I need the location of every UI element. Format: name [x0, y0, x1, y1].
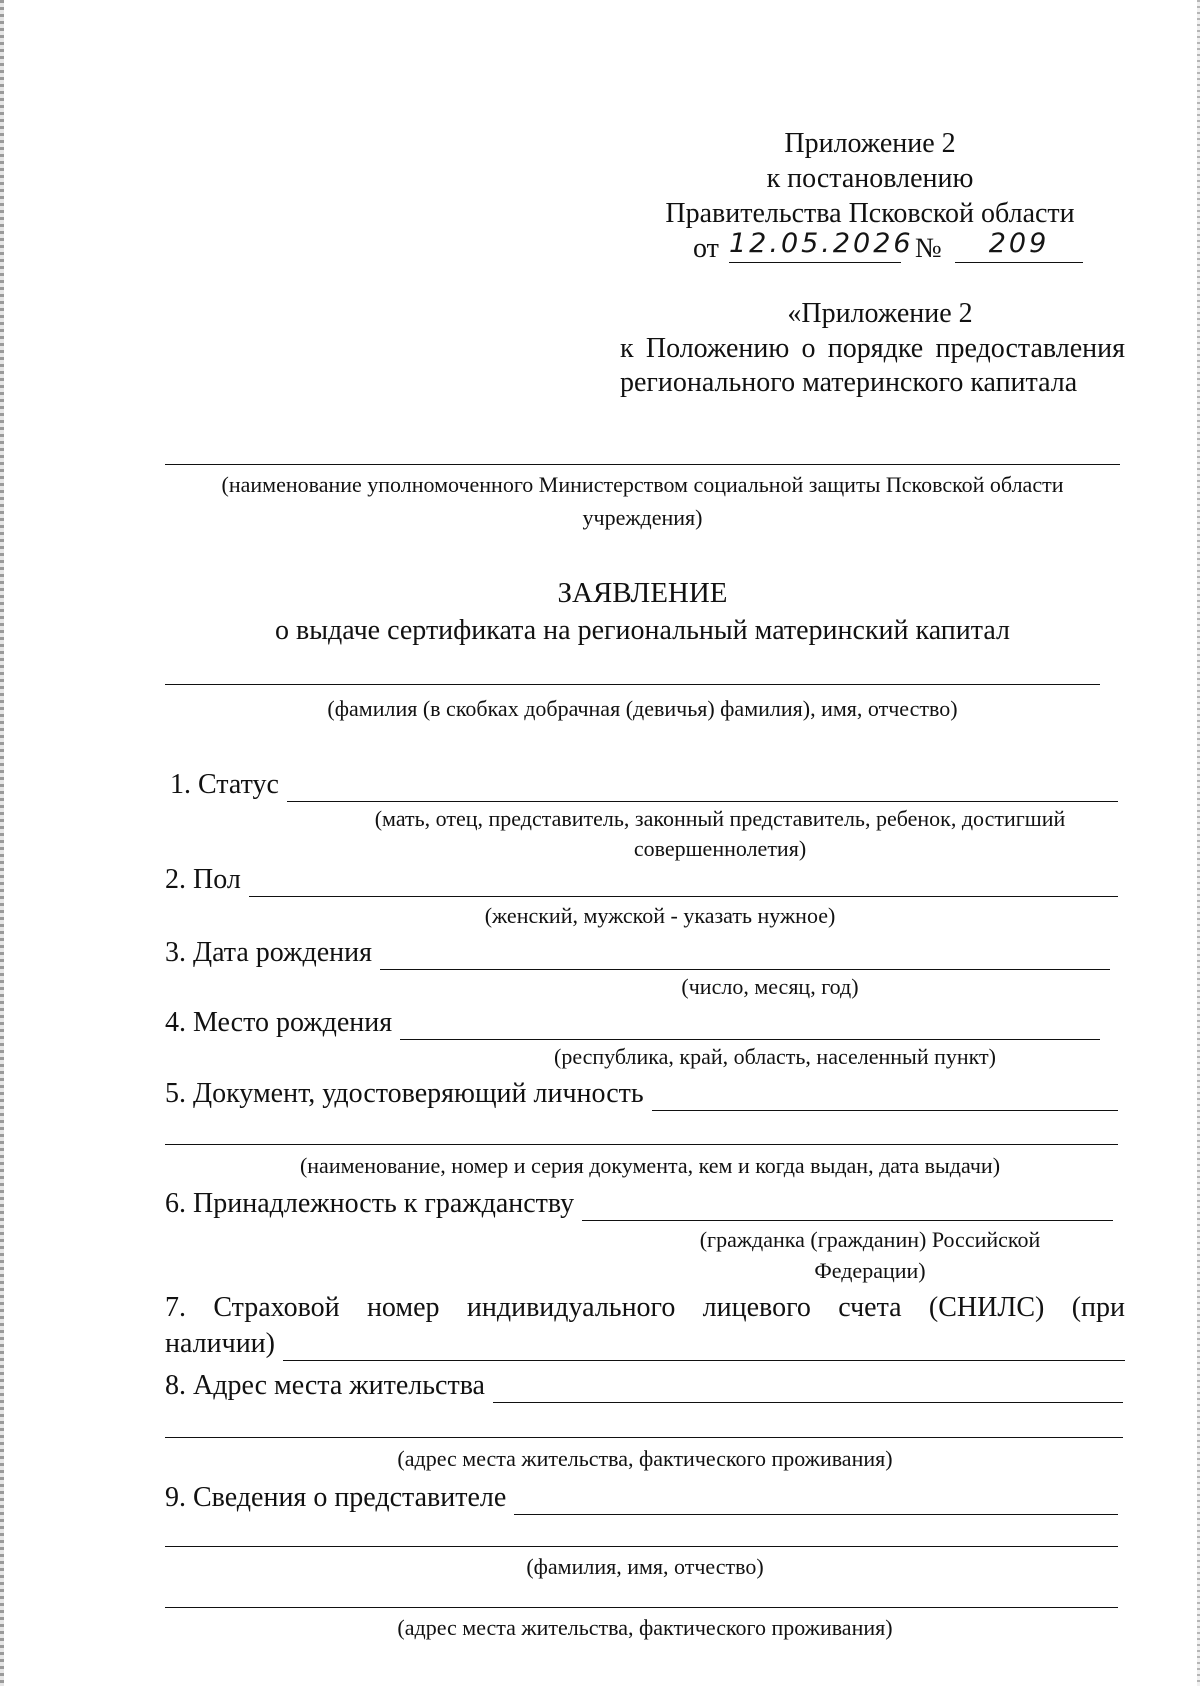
- document-subtitle: о выдаче сертификата на региональный материнский капитал: [275, 615, 1010, 646]
- applicant-fio-caption: (фамилия (в скобках добрачная (девичья) фамилия), имя, отчество): [327, 696, 958, 721]
- applicant-fio-line[interactable]: [165, 684, 1100, 685]
- field-representative-label: 9. Сведения о представителе: [165, 1482, 507, 1513]
- field-representative-name-hint: (фамилия, имя, отчество): [526, 1554, 764, 1579]
- appendix-inner-line3: регионального материнского капитала: [620, 367, 1078, 398]
- appendix-header-line1: Приложение 2: [784, 128, 956, 159]
- institution-name-line[interactable]: [165, 464, 1120, 465]
- field-identity-document: [165, 1077, 1118, 1111]
- field-status: [170, 768, 1118, 802]
- field-snils-label-line2: наличии): [165, 1328, 275, 1359]
- field-birth-place-input[interactable]: [400, 1013, 1100, 1040]
- field-snils-label-line1: 7. Страховой номер индивидуального лицевого счета (СНИЛС) (при: [165, 1292, 1125, 1323]
- field-representative-name-line[interactable]: [165, 1546, 1118, 1547]
- field-residence-address: [165, 1369, 1123, 1403]
- field-gender-input[interactable]: [249, 870, 1118, 897]
- field-identity-document-input-line2[interactable]: [165, 1144, 1118, 1145]
- field-gender-hint: (женский, мужской - указать нужное): [484, 903, 836, 928]
- field-birth-date-label: 3. Дата рождения: [165, 937, 372, 968]
- field-representative-input[interactable]: [514, 1488, 1118, 1515]
- decree-date-field: [729, 228, 914, 263]
- field-birth-place-hint: (республика, край, область, населенный пункт): [554, 1044, 996, 1069]
- field-citizenship-hint-line2: Федерации): [814, 1258, 926, 1283]
- field-identity-document-label: 5. Документ, удостоверяющий личность: [165, 1078, 644, 1109]
- appendix-header-line3: Правительства Псковской области: [665, 198, 1075, 229]
- appendix-inner-line1: «Приложение 2: [787, 298, 973, 329]
- field-birth-date-input[interactable]: [380, 943, 1110, 970]
- field-citizenship-input[interactable]: [582, 1194, 1113, 1221]
- field-status-hint-line1: (мать, отец, представитель, законный представитель, ребенок, достигший: [374, 806, 1066, 831]
- field-status-label: 1. Статус: [170, 769, 279, 800]
- field-citizenship-label: 6. Принадлежность к гражданству: [165, 1188, 575, 1219]
- institution-caption-line1: (наименование уполномоченного Министерством социальной защиты Псковской области: [221, 472, 1064, 497]
- document-title: ЗАЯВЛЕНИЕ: [557, 577, 728, 609]
- field-representative-address-line[interactable]: [165, 1607, 1118, 1608]
- decree-number-handwritten: 209: [988, 228, 1050, 259]
- number-sign: №: [915, 233, 942, 264]
- date-prefix: от: [693, 233, 719, 264]
- field-birth-place-label: 4. Место рождения: [165, 1007, 393, 1038]
- field-snils-input[interactable]: [283, 1334, 1125, 1361]
- field-residence-address-label: 8. Адрес места жительства: [165, 1370, 485, 1401]
- decree-number-field: [955, 228, 1083, 263]
- appendix-header-line2: к постановлению: [766, 163, 974, 194]
- field-gender-label: 2. Пол: [165, 864, 241, 895]
- field-birth-date: [165, 936, 1110, 970]
- field-identity-document-hint: (наименование, номер и серия документа, кем и когда выдан, дата выдачи): [299, 1153, 1001, 1178]
- field-status-hint-line2: совершеннолетия): [633, 836, 807, 861]
- field-birth-place: [165, 1006, 1100, 1040]
- field-representative-address-hint: (адрес места жительства, фактического проживания): [397, 1615, 893, 1640]
- field-gender: [165, 863, 1118, 897]
- field-residence-address-input-line2[interactable]: [165, 1437, 1123, 1438]
- scan-edge-left: [0, 0, 4, 1686]
- field-status-input[interactable]: [287, 775, 1118, 802]
- field-snils: [165, 1327, 1125, 1361]
- field-citizenship: [165, 1187, 1113, 1221]
- field-residence-address-hint: (адрес места жительства, фактического проживания): [397, 1446, 893, 1471]
- field-representative: [165, 1481, 1118, 1515]
- decree-date-handwritten: 12.05.2026: [729, 228, 914, 259]
- field-birth-date-hint: (число, месяц, год): [681, 974, 859, 999]
- field-residence-address-input[interactable]: [493, 1376, 1123, 1403]
- field-citizenship-hint-line1: (гражданка (гражданин) Российской: [699, 1227, 1041, 1252]
- field-identity-document-input[interactable]: [652, 1084, 1118, 1111]
- institution-caption-line2: учреждения): [582, 505, 703, 530]
- appendix-inner-line2: к Положению о порядке предоставления: [620, 333, 1125, 364]
